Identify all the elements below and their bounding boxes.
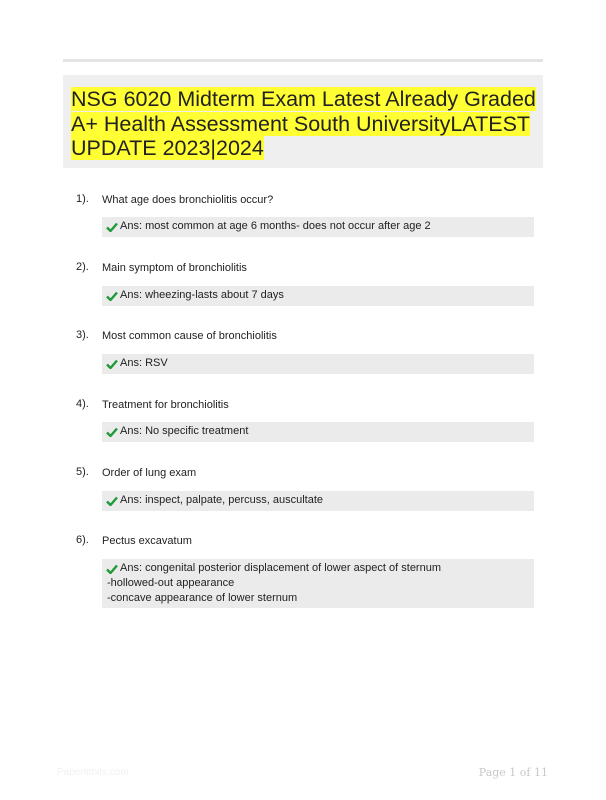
question-text: Treatment for bronchiolitis xyxy=(102,399,229,411)
question-number: 1). xyxy=(76,193,89,205)
top-divider xyxy=(63,59,543,62)
answer-box xyxy=(102,491,534,511)
page-indicator: Page 1 of 11 xyxy=(478,766,548,779)
question-text: Pectus excavatum xyxy=(102,535,192,547)
question-text: Main symptom of bronchiolitis xyxy=(102,262,247,274)
check-icon xyxy=(106,222,118,232)
question-text: Most common cause of bronchiolitis xyxy=(102,330,277,342)
question-number: 2). xyxy=(76,261,89,273)
answer-box xyxy=(102,354,534,374)
question-text: Order of lung exam xyxy=(102,467,197,479)
check-icon xyxy=(106,564,118,574)
answer-text: Ans: most common at age 6 months- does not occur after age 2 xyxy=(120,220,431,232)
answer-box xyxy=(102,559,534,608)
answer-text-line: -concave appearance of lower sternum xyxy=(107,592,298,604)
answer-box xyxy=(102,286,534,306)
document-title xyxy=(71,87,536,161)
document-title-text: NSG 6020 Midterm Exam Latest Already Graded A+ Health Assessment South UniversityLATEST UPDATE 2023|2024 xyxy=(71,87,536,160)
question-number: 4). xyxy=(76,398,89,410)
answer-box xyxy=(102,217,534,237)
check-icon xyxy=(106,496,118,506)
check-icon xyxy=(106,291,118,301)
answer-text: Ans: wheezing-lasts about 7 days xyxy=(120,289,284,301)
answer-text: Ans: RSV xyxy=(120,357,168,369)
answer-text: Ans: No specific treatment xyxy=(120,425,249,437)
question-number: 3). xyxy=(76,329,89,341)
answer-text: Ans: congenital posterior displacement of lower aspect of sternum xyxy=(120,562,441,574)
watermark: Papertitbits.com xyxy=(57,767,129,778)
question-number: 5). xyxy=(76,466,89,478)
answer-text: Ans: inspect, palpate, percuss, auscultate xyxy=(120,494,324,506)
question-text: What age does bronchiolitis occur? xyxy=(102,194,274,206)
check-icon xyxy=(106,359,118,369)
answer-box xyxy=(102,422,534,442)
answer-text-line: -hollowed-out appearance xyxy=(107,577,235,589)
question-number: 6). xyxy=(76,534,89,546)
check-icon xyxy=(106,427,118,437)
